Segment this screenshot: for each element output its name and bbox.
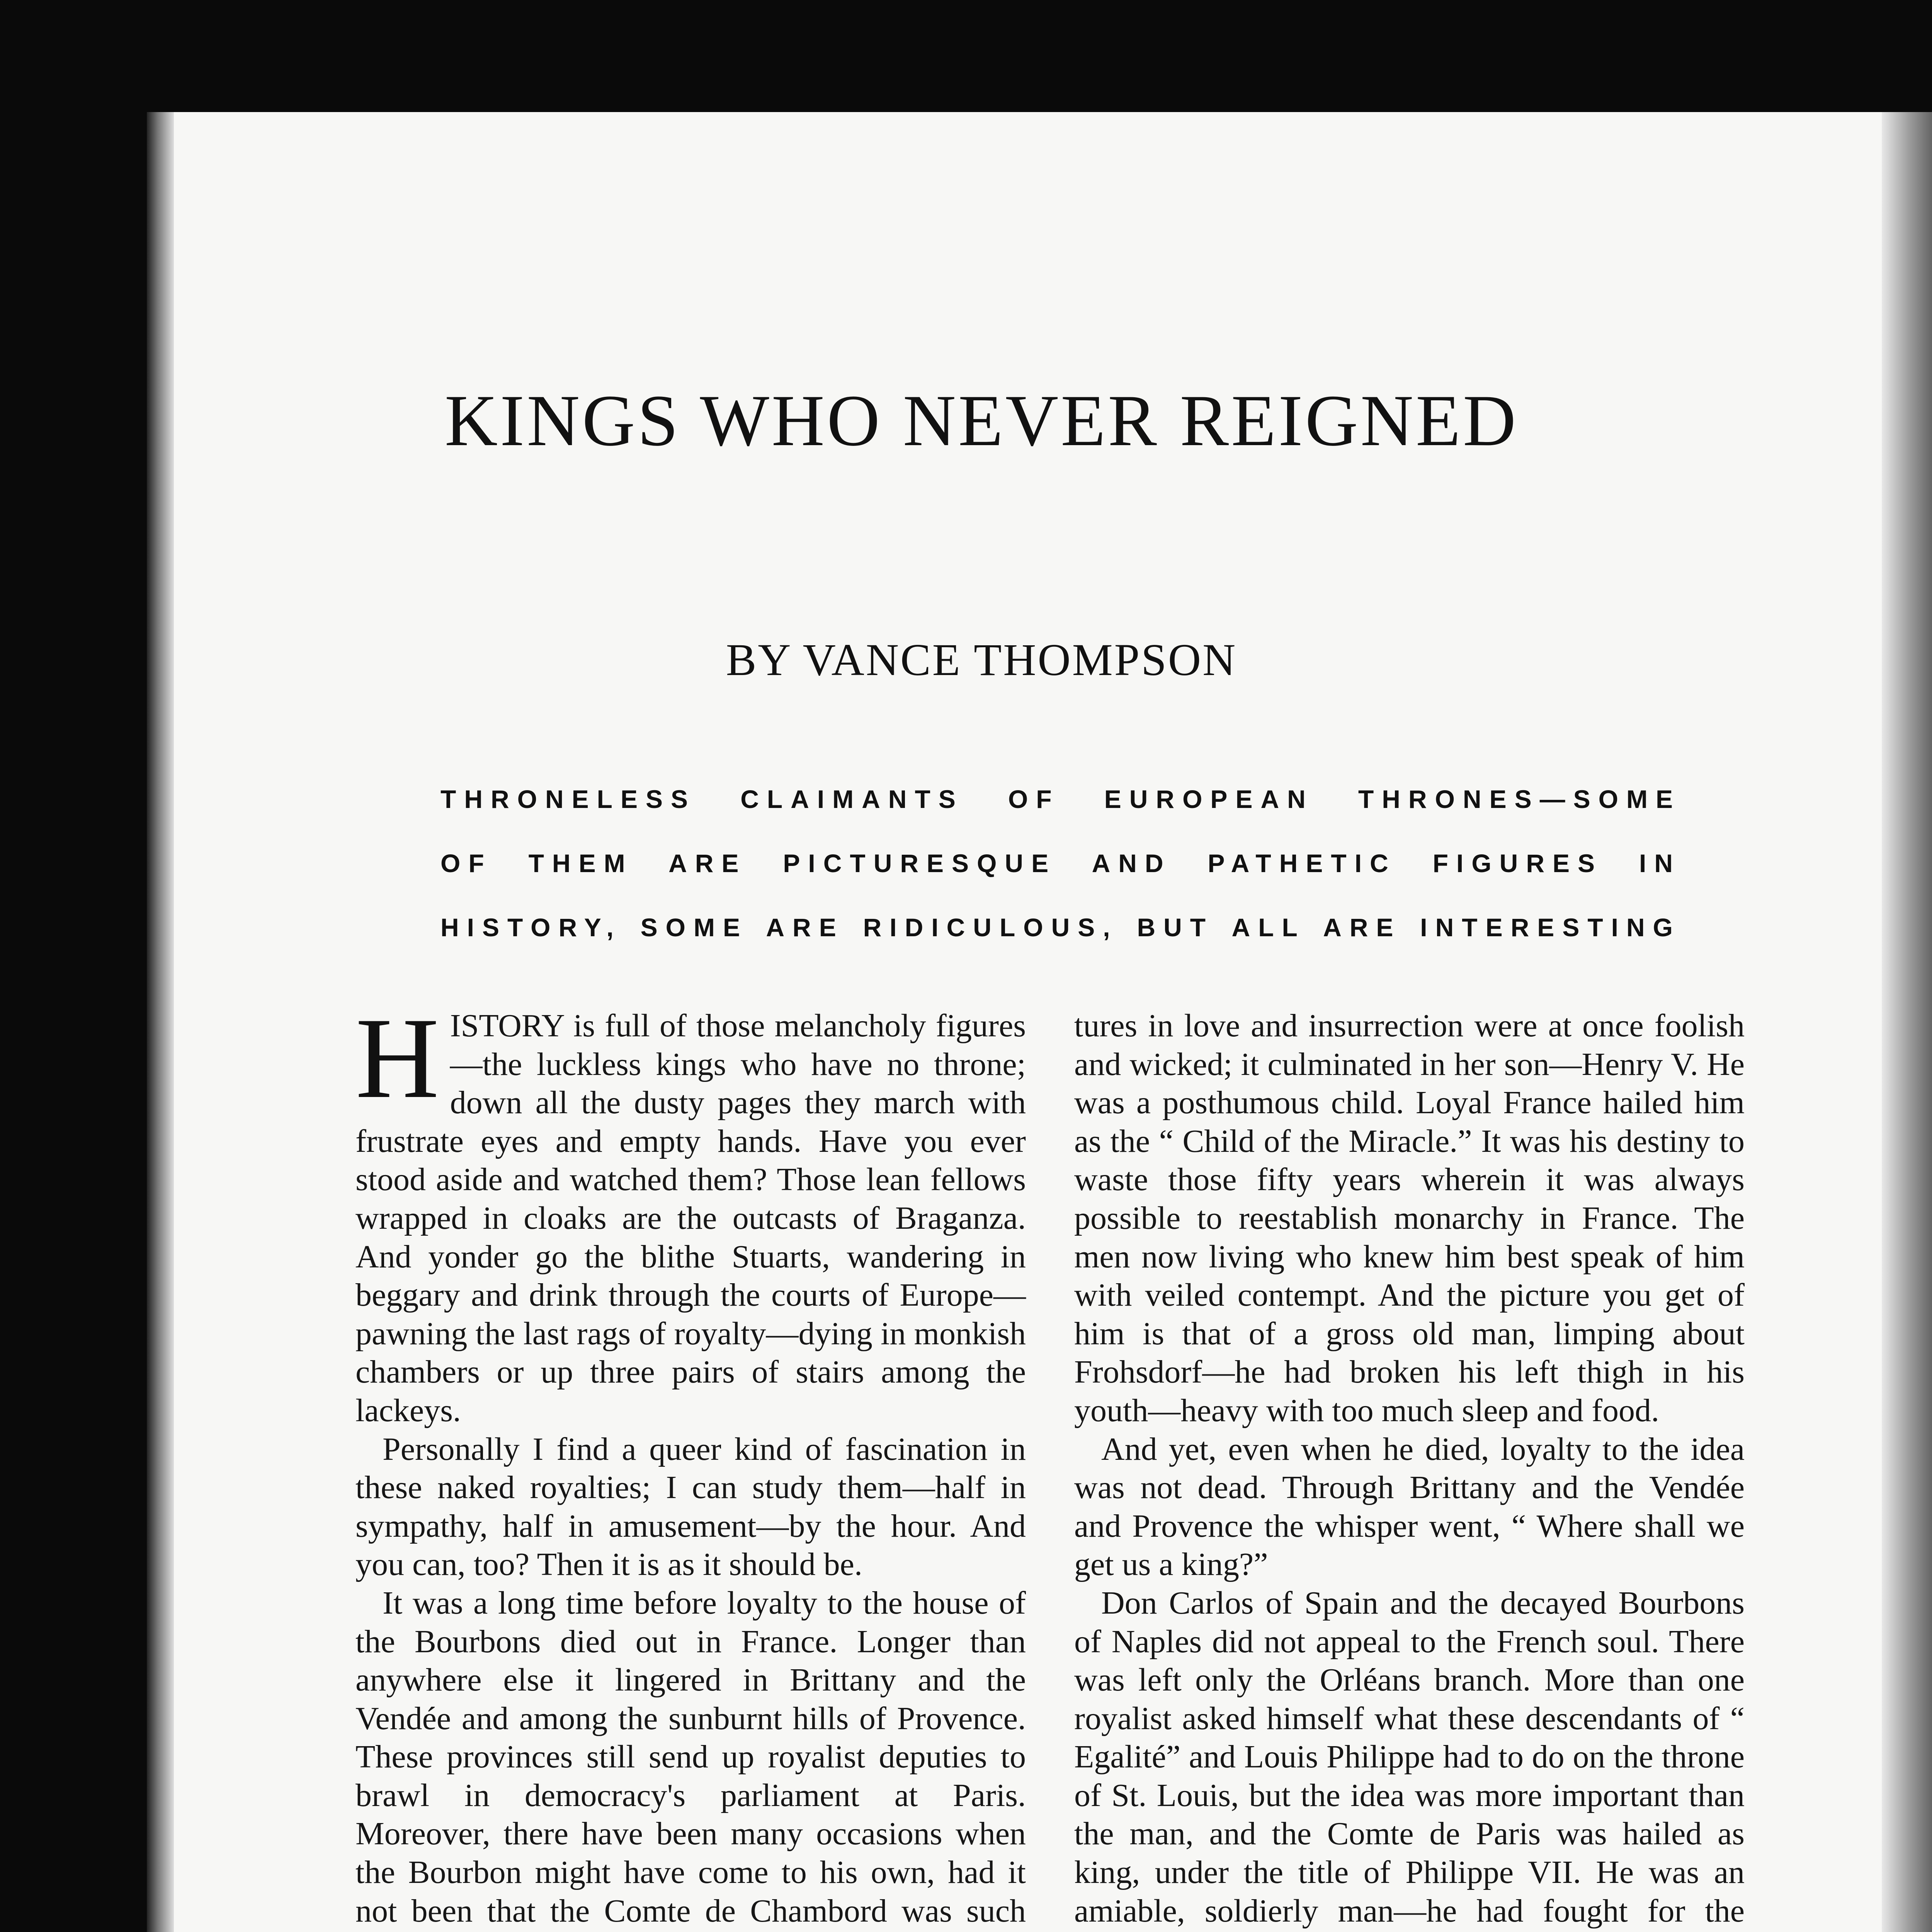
text-column-right [1074,1007,1745,1932]
article-byline: BY VANCE THOMPSON [726,634,1237,685]
deck-line: OF THEM ARE PICTURESQUE AND PATHETIC FIGURES IN [440,849,1681,878]
paragraph: It was a long time before loyalty to the house of the Bourbons died out in France. Longer than anywhere else it lingered in Brittany and the Vendée and among the sunburnt hills of Provence. These provinces still send up royalist deputies to brawl in democracy's parliament at Paris. Moreover, there have been many occasions when the Bourbon might have come to his own, had it not been that the Comte de Chambord was such [355,1585,1026,1929]
deck-line: HISTORY, SOME ARE RIDICULOUS, BUT ALL ARE INTERESTING [440,913,1681,942]
paragraph: Don Carlos of Spain and the decayed Bourbons of Naples did not appeal to the French soul. There was left only the Orléans branch. More than one royalist asked himself what these descendants of “ Egalité” and Louis Philippe had to do on the throne of St. Louis, but the idea was more important than the man, and the Comte de Paris was hailed as king, under the title of Philippe VII. He was an amiable, soldierly man—he had fought for the [1074,1585,1745,1929]
article-deck [440,767,1681,959]
paragraph [355,994,1026,1430]
paragraph-text: ISTORY is full of those melancholy figures—the luckless kings who have no throne; down all the dusty pages they march with frustrate eyes and empty hands. Have you ever stood aside and watched them? Those lean fellows wrapped in cloaks are the outcasts of Braganza. And yonder go the blithe Stuarts, wandering in beggary and drink through the courts of Europe—pawning the last rags of royalty—dying in monkish chambers or up three pairs of stairs among the lackeys. [355,1008,1026,1429]
drop-cap: H [355,994,439,1122]
article-title: KINGS WHO NEVER REIGNED [444,380,1519,461]
deck-line: THRONELESS CLAIMANTS OF EUROPEAN THRONES—SOME [440,785,1681,813]
paragraph: Personally I find a queer kind of fascination in these naked royalties; I can study them—half in sympathy, half in amusement—by the hour. And you can, too? Then it is as it should be. [355,1431,1026,1583]
text-column-left [355,994,1026,1932]
paragraph: tures in love and insurrection were at once foolish and wicked; it culminated in her son—Henry V. He was a posthumous child. Loyal France hailed him as the “ Child of the Miracle.” It was his destiny to waste those fifty years wherein it was always possible to reestablish monarchy in France. The men now living who knew him best speak of him with veiled contempt. And the picture you get of him is that of a gross old man, limping about Frohsdorf—he had broken his left thigh in his youth—heavy with too much sleep and food. [1074,1008,1745,1429]
scan-border-top [0,0,1932,112]
paragraph: And yet, even when he died, loyalty to the idea was not dead. Through Brittany and the Vendée and Provence the whisper went, “ Where shall we get us a king?” [1074,1431,1745,1583]
